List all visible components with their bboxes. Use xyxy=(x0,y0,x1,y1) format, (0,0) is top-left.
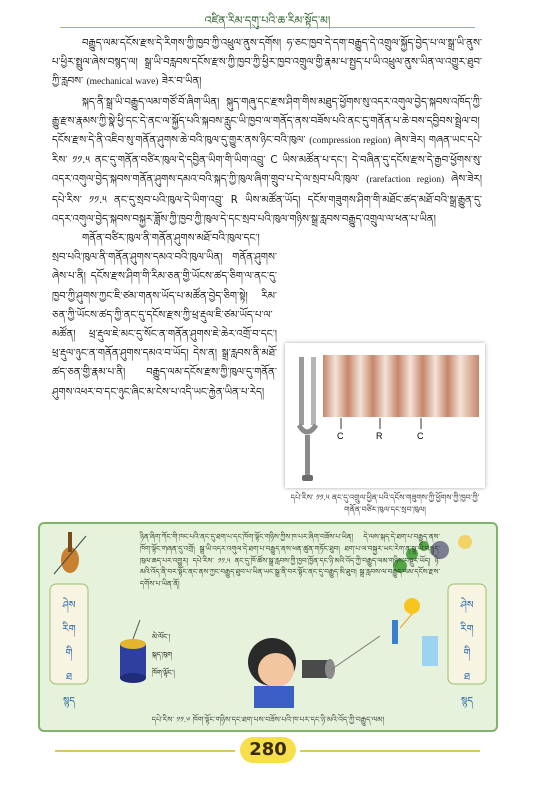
side-left-3: ཐ xyxy=(65,672,73,683)
paragraph-1-end: ཟེར་བ་ཡིན། xyxy=(161,76,202,88)
label-mirror: མེ་ལོང་། xyxy=(152,633,171,641)
region-markers xyxy=(337,418,424,441)
term-compression-region: (compression region) xyxy=(309,136,391,147)
side-right-4: སྙད xyxy=(460,696,474,707)
figure-caption: དཔེ་རིས་ ༡༡.༥ ནང་དུ་འགྲུལ་ཕྱིན་པའི་དངོས་གཟུགས་ཀྱི་ཕྱོགས་ཀྱི་ཁྱབ་ཀྱི་གནོན་བཙིར་ཁུལ་དང་སྲབ་ཁུལ། xyxy=(290,493,480,514)
side-left-0: ཤེས xyxy=(62,600,76,611)
string-line xyxy=(332,636,380,669)
side-left-2: གི xyxy=(65,648,73,659)
footer-rule-left xyxy=(55,750,235,752)
side-right-0: ཤེས xyxy=(460,600,474,611)
side-label-right xyxy=(452,594,482,714)
light-source-icon xyxy=(392,598,438,666)
term-mechanical-wave: (mechanical wave) xyxy=(86,77,159,88)
paragraph-3: གནོན་བཙིར་ཁུལ་ནི་གནོན་ཤུགས་མཐོ་བའི་ཁུལ་དང་། སྲབ་པའི་ཁུལ་ནི་གནོན་ཤུགས་དམའ་བའི་ཁུལ་ཡིན། གནོན་ཤུགས་ཞེས་པ་ནི། དངོས་རྫས་ཤིག་གི་རིམ་ཅན་གྱི་ཡོངས་ཚད་ཅིག་ལ་ནང་དུ་ཁྱབ་ཀྱི་ཤུགས་ཀྱང་ཇི་ཙམ་གནས་ཡོད་པ་མཚོན་བྱེད་ཅིག་སྟེ། རིམ་ཅན་ཀྱི་ཡོངས་ཚད་ཀྱི་ནང་དུ་དངོས་རྫས་ཀྱི་ཕྲ་རྡུལ་ཇི་ཙམ་ཡོད་པ་ལ་མཚོན། ཕྲ་རྡུལ་ཇེ་མང་དུ་སོང་ན་གནོན་ཤུགས་ཇེ་ཆེར་འགྲོ་བ་དང་། ཕྲ་རྡུལ་ཉུང་ན་གནོན་ཤུགས་དམའ་བ་ཡོད། དེས་ན། སྒྲ་རླབས་ནི་མཐོ་ཚད་ཅན་གྱི་རྣམ་པ་ནི། བརྒྱུད་ལམ་དངོས་རྫས་ཀྱི་ཁུལ་དུ་གནོན་ཤུགས་འཕར་བ་དང་ཉུང་ཞིང་མ་ངེས་པ་འདི་ཡང་རྐྱེན་ཡིན་པ་རེད། xyxy=(52,233,277,398)
side-label-left xyxy=(54,594,84,714)
tuning-fork-illustration xyxy=(285,343,485,488)
panel-text: ཉིན་ཞིག་ཀོང་གི་ཁང་པའི་ནང་དུ་ཐག་པ་དང་ཁོག་ལྟོང་གཉིས་ཀྱིས་ཁ་པར་ཞིག་བཟོས་པ་ཡིན། དེ་ལས་སྐད་དེ་ཐག་པ་བརྒྱུད་ནས་ཁོག་ལྟོང་གཞན་དུ་འགྲོ། སྒྲ་ཡི་འདར་འགུལ་དེ་ཐག་པ་བརྒྱུད་ནས་ཕན་ཚུན་གཏོང་ཐུབ། ཐག་པ་ལ་བསྐྱར་ཡང་རེག་ན་སྒྲ་ཡི་བརྒྱུད་ཁུལ་ཆད་པར་འགྱུར། དཔེ་རིས་ ༡༡.༥ ནང་དུ་ཁོ་ཚོས་སྒྲ་རླབས་ཀྱི་ཁྱབ་ཁྱོན་དང་ཉི་མའི་འོད་ཀྱི་བརྒྱུད་ལམ་གཉིས་བསྡུར་ཡོད། ཉི་མའི་འོད་ནི་བར་སྟོང་ནང་ནས་ཀྱང་བརྒྱུད་ཐུབ་པ་ཡིན་ཡང་སྒྲ་ནི་བར་སྟོང་ནང་དུ་བརྒྱུད་མི་ཐུབ། སྒྲ་རླབས་ལ་བརྒྱུད་ལམ་དངོས་རྫས་དགོས་པ་ཡིན་ནོ། xyxy=(140,532,440,589)
label-tube: ཁོག་ལྟོང་། xyxy=(152,669,175,677)
can-phone-icon xyxy=(120,620,146,683)
header-divider xyxy=(60,27,475,28)
page-number: 280 xyxy=(240,737,296,763)
label-compression-2: C xyxy=(417,431,424,441)
tuning-fork-icon xyxy=(299,357,316,481)
label-compression-1: C xyxy=(337,431,344,441)
sound-wave-bands xyxy=(323,355,479,417)
label-rarefaction: R xyxy=(376,431,383,441)
side-left-1: རིག xyxy=(62,624,76,635)
term-rarefaction-region: (rarefaction region) xyxy=(366,175,445,186)
paragraph-2 xyxy=(52,93,482,229)
tuning-fork-figure xyxy=(285,343,485,488)
side-left-4: སྙད xyxy=(62,696,76,707)
page-header-title: འཛིན་རིམ་དགུ་པའི་ཆ་རིམ་སྟོད་མ། xyxy=(204,14,331,27)
paragraph-2-text: སྐད་ནི་སྒྲ་ཡི་བརྒྱུད་ལམ་གཙོ་བོ་ཞིག་ཡིན། སྐུད་གཞུ་དང་རྫས་ཤིག་གིས་མཐུད་ཕྱོགས་སུ་འདར་འགུལ་བྱེད་སྐབས་འཁོད་ཀྱི་རྒྱུ་རྫས་རྣམས་ཀྱི་སྣེ་ཕྱི་དང་དེ་ནང་ལ་སྐྱོད་པའི་སྐབས་རླུང་ཡི་ཁྱབ་ལ་གནོད་ནས་བཟོས་པའི་ནང་དུ་གནོན་པ་ཆེ་བས་དབྱིབས་སྦྲེལ་བ། དངོས་རྫས་དེ་ནི་འཇིབ་སུ་གནོན་ཤུགས་ཆེ་བའི་ཁུལ་དུ་གྱུར་ནས་ཉིང་བའི་ཁུལ་ xyxy=(52,96,482,147)
label-sound-bag: སྐད་ཁུག xyxy=(152,651,173,659)
boy-figure-icon xyxy=(248,638,335,708)
side-right-3: ཐ xyxy=(463,672,471,683)
violin-icon xyxy=(54,532,86,574)
paragraph-1-text: བརྒྱུད་ལམ་དངོས་རྫས་དེ་རིགས་ཀྱི་ཁྱབ་ཀྱི་འཕྲུལ་ནུས་དགོས། ཧ་ཅང་ཁྱབ་དེ་དག་བརྒྱུད་དེ་འགྲུལ་སྐྱོད་བྱེད་པ་ལ་སྒྲ་ཡི་ནུས་པ་ཕྱིར་སྤྲུལ་ཞེས་བསྙད་ལ། སྒྲ་ཡི་བརླབས་དངོས་རྫས་ཀྱི་ཁྱབ་ཀྱི་ཕྱིར་ཁྱབ་འགྲུལ་གྱི་རྣམ་པ་སྤྱད་པ་ཡི་འཕྲུལ་ནུས་ཡིན་ལ་འགྱུར་ཐུབ་ཀྱི་རླབས་ xyxy=(52,38,482,88)
knowledge-panel xyxy=(38,522,498,732)
panel-caption: དཔེ་རིས་ ༡༡.༦ ཁོག་ལྟོང་གཉིས་དང་ཐག་པས་བཟོས་པའི་ཁ་པར་དང་ཉི་མའི་འོད་ཀྱི་བརྒྱུད་ལམ། xyxy=(151,715,385,724)
paragraph-2-c: ཞེས་ཟེར། དཔེ་རིས་ ༡༡.༥ ནང་དུ་སྲབ་པའི་ཁུལ་དེ་ཡིག་འབྲུ་ R ཡིས་མཚོན་ཡོད། དངོས་གཟུགས་ཤིག་གི་མཐོང་ཚད་མཐོ་བའི་སྒྲ་རྒྱུན་དུ་འདར་འགུལ་བྱེད་སྐབས་བསྐྱར་ཟློས་ཀྱི་ཁྱབ་ཀྱི་ཁུལ་དེ་དང་སྲབ་པའི་ཁུལ་གཉིས་སྒྲ་རླབས་བརྒྱུད་འགྲུལ་ལ་ཕན་པ་ཡིན། xyxy=(52,174,482,225)
footer-rule-right xyxy=(300,750,480,752)
paragraph-1 xyxy=(52,34,482,93)
side-right-2: གི xyxy=(463,648,471,659)
side-right-1: རིག xyxy=(460,624,474,635)
paragraph-2-b: ཞེས་ཟེར། གཞན་ཡང་དཔེ་རིས་ ༡༡.༥ ནང་དུ་གནོན་བཙིར་ཁུལ་དེ་དབྱིན་ཡིག་གི་ཡིག་འབྲུ་ C ཡིས་མཚོན་པ་དང་། དེ་བཞིན་དུ་དངོས་རྫས་དེ་རྒྱབ་ཕྱོགས་སུ་འདར་འགུལ་བྱེད་སྐབས་གནོན་ཤུགས་དམའ་བའི་སྐད་ཀྱི་ཁུལ་ཞིག་གྲུབ་པ་དེ་ལ་སྲབ་པའི་ཁུལ་ xyxy=(52,135,483,186)
